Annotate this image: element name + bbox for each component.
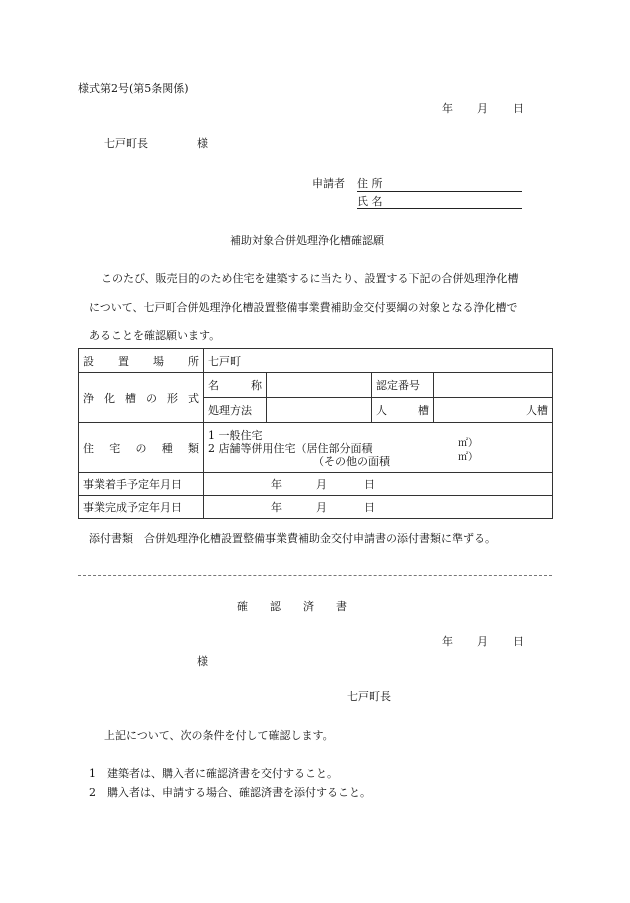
confirm-date-year: 年 xyxy=(442,635,453,648)
housing-option-1[interactable]: 1 一般住宅 xyxy=(208,429,263,442)
tank-name-label: 名 称 xyxy=(204,373,267,398)
cert-number-label: 認定番号 xyxy=(372,373,434,398)
install-place-label: 設 置 場 所 xyxy=(79,349,204,373)
housing-type-options[interactable] xyxy=(204,423,553,473)
applicant-name-line[interactable] xyxy=(357,208,522,209)
form-label: 様式第2号(第5条関係) xyxy=(78,82,189,95)
start-month: 月 xyxy=(316,478,327,491)
housing-type-label: 住 宅 の 種 類 xyxy=(79,423,204,473)
confirm-honorific: 様 xyxy=(197,655,208,668)
start-year: 年 xyxy=(271,478,282,491)
confirm-date-month: 月 xyxy=(477,635,488,648)
housing-option-2-other: （その他の面積 xyxy=(313,455,390,468)
addressee-title: 七戸町長 xyxy=(104,137,148,150)
finish-day: 日 xyxy=(364,501,375,514)
condition-2: 2 購入者は、申請する場合、確認済書を添付すること。 xyxy=(89,786,371,799)
document-title: 補助対象合併処理浄化槽確認願 xyxy=(230,234,384,247)
treatment-method-label: 処理方法 xyxy=(204,398,267,423)
persons-label: 人 槽 xyxy=(372,398,434,423)
applicant-name-label: 氏 名 xyxy=(357,195,383,208)
applicant-label: 申請者 xyxy=(312,177,345,190)
housing-option-2[interactable]: 2 店舗等併用住宅（居住部分面積 xyxy=(208,442,373,455)
applicant-address-label: 住 所 xyxy=(357,177,383,190)
cert-number-value[interactable] xyxy=(434,373,553,398)
body-line-1: このたび、販売目的のため住宅を建築するに当たり、設置する下記の合併処理浄化槽 xyxy=(101,272,519,285)
finish-month: 月 xyxy=(316,501,327,514)
tank-type-label: 浄 化 槽 の 形 式 xyxy=(79,373,204,423)
applicant-address-line[interactable] xyxy=(357,191,522,192)
condition-1: 1 建築者は、購入者に確認済書を交付すること。 xyxy=(89,767,338,780)
persons-value[interactable]: 人槽 xyxy=(434,398,553,423)
area-unit-2: ㎡） xyxy=(458,452,478,463)
date-year-top: 年 xyxy=(442,102,453,115)
start-date-value[interactable] xyxy=(204,473,553,496)
attachment-note: 添付書類 合併処理浄化槽設置整備事業費補助金交付申請書の添付書類に準ずる。 xyxy=(89,532,496,545)
addressee-honorific: 様 xyxy=(197,137,208,150)
date-day-top: 日 xyxy=(513,102,524,115)
cut-line xyxy=(78,575,552,576)
confirm-intro: 上記について、次の条件を付して確認します。 xyxy=(104,729,334,742)
start-date-label: 事業着手予定年月日 xyxy=(79,473,204,496)
date-month-top: 月 xyxy=(477,102,488,115)
body-line-3: あることを確認願います。 xyxy=(89,329,221,342)
area-unit-1: ㎡） xyxy=(458,438,478,449)
confirm-issuer: 七戸町長 xyxy=(347,690,391,703)
install-place-value[interactable]: 七戸町 xyxy=(204,349,553,373)
tank-name-value[interactable] xyxy=(267,373,372,398)
treatment-method-value[interactable] xyxy=(267,398,372,423)
body-line-2: について、七戸町合併処理浄化槽設置整備事業費補助金交付要綱の対象となる浄化槽で xyxy=(89,301,518,314)
finish-year: 年 xyxy=(271,501,282,514)
application-table xyxy=(78,348,553,519)
start-day: 日 xyxy=(364,478,375,491)
finish-date-label: 事業完成予定年月日 xyxy=(79,496,204,519)
confirm-date-day: 日 xyxy=(513,635,524,648)
confirm-title: 確 認 済 書 xyxy=(237,600,347,613)
finish-date-value[interactable] xyxy=(204,496,553,519)
